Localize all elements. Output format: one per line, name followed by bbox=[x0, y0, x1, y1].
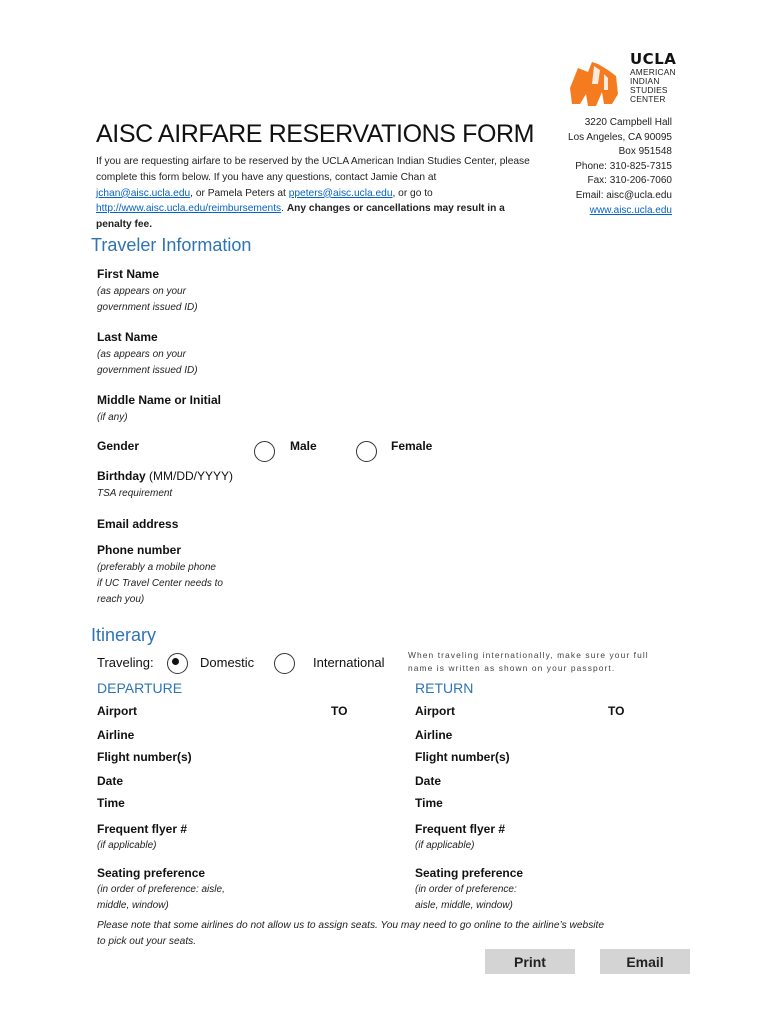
gender-label: Gender bbox=[97, 439, 140, 453]
email-button[interactable]: Email bbox=[600, 949, 690, 974]
itinerary-heading: Itinerary bbox=[91, 625, 157, 645]
international-radio[interactable] bbox=[274, 653, 295, 674]
phone-field[interactable] bbox=[250, 540, 674, 582]
departure-ff-label: Frequent flyer # bbox=[97, 822, 188, 836]
phone-label: Phone number bbox=[97, 543, 182, 557]
birthday-field[interactable] bbox=[250, 466, 674, 502]
departure-seat-note: (in order of preference: aisle, middle, window) bbox=[97, 884, 225, 911]
return-heading: RETURN bbox=[415, 680, 474, 696]
last-name-label: Last Name bbox=[97, 330, 158, 344]
seat-footer-note: Please note that some airlines do not allow us to assign seats. You may need to go online to the airline’s website to pick out your seats. bbox=[97, 920, 605, 947]
print-button[interactable]: Print bbox=[485, 949, 575, 974]
aisc-logo bbox=[564, 50, 676, 112]
last-name-note: (as appears on your government issued ID) bbox=[97, 349, 198, 376]
form-title: AISC AIRFARE RESERVATIONS FORM bbox=[96, 120, 535, 148]
email-label: Email address bbox=[97, 517, 179, 531]
international-note: When traveling internationally, make sure your full name is written as shown on your passport. bbox=[408, 650, 649, 673]
departure-to-label: TO bbox=[331, 704, 348, 718]
first-name-label: First Name bbox=[97, 267, 160, 281]
departure-flight-label: Flight number(s) bbox=[97, 750, 192, 764]
return-ff-note: (if applicable) bbox=[415, 840, 475, 851]
logo-mark-icon bbox=[564, 54, 624, 112]
gender-male-label: Male bbox=[290, 439, 317, 453]
departure-airport-label: Airport bbox=[97, 704, 137, 718]
middle-name-note: (if any) bbox=[97, 412, 128, 423]
domestic-radio[interactable] bbox=[167, 653, 188, 674]
intro-paragraph: If you are requesting airfare to be reserved by the UCLA American Indian Studies Center, please complete this form below. If you have any questions, contact Jamie Chan at jchan@aisc.ucla.edu, or Pamela Peters at ppeters@aisc.ucla.edu, or go to http://www.aisc.ucla.edu/reimbursements. Any changes or cancellations may result in a penalty fee. bbox=[96, 156, 530, 231]
departure-date-label: Date bbox=[97, 774, 124, 788]
departure-time-label: Time bbox=[97, 796, 125, 810]
return-date-label: Date bbox=[415, 774, 442, 788]
logo-subtitle: AMERICAN INDIAN STUDIES CENTER bbox=[630, 67, 676, 104]
first-name-note: (as appears on your government issued ID) bbox=[97, 286, 198, 313]
reimbursements-link[interactable]: http://www.aisc.ucla.edu/reimbursements bbox=[96, 203, 282, 215]
address-block bbox=[568, 116, 672, 218]
email-link-jchan[interactable]: jchan@aisc.ucla.edu bbox=[96, 187, 191, 199]
gender-female-radio[interactable] bbox=[356, 441, 377, 462]
return-seat-note: (in order of preference: aisle, middle, window) bbox=[415, 884, 517, 911]
traveler-info-heading: Traveler Information bbox=[91, 235, 252, 255]
address-line: Email: aisc@ucla.edu bbox=[575, 189, 672, 201]
traveling-label: Traveling: bbox=[97, 655, 154, 670]
middle-name-label: Middle Name or Initial bbox=[97, 393, 222, 407]
penalty-warning: Any changes or cancellations may result in a penalty fee. bbox=[96, 203, 505, 231]
birthday-label: Birthday (MM/DD/YYYY) bbox=[97, 469, 234, 483]
address-line: Phone: 310-825-7315 bbox=[575, 160, 672, 172]
website-link[interactable]: www.aisc.ucla.edu bbox=[589, 204, 672, 216]
departure-airline-label: Airline bbox=[97, 728, 135, 742]
address-line: Los Angeles, CA 90095 bbox=[568, 131, 672, 143]
domestic-label: Domestic bbox=[200, 655, 255, 670]
address-line: 3220 Campbell Hall bbox=[584, 117, 672, 128]
departure-heading: DEPARTURE bbox=[97, 680, 183, 696]
return-airline-label: Airline bbox=[415, 728, 453, 742]
return-to-label: TO bbox=[608, 704, 625, 718]
return-airport-label: Airport bbox=[415, 704, 455, 718]
email-link-ppeters[interactable]: ppeters@aisc.ucla.edu bbox=[288, 187, 393, 199]
return-time-label: Time bbox=[415, 796, 443, 810]
logo-brand: UCLA bbox=[630, 50, 677, 68]
gender-male-radio[interactable] bbox=[254, 441, 275, 462]
last-name-field[interactable] bbox=[250, 327, 674, 369]
departure-ff-note: (if applicable) bbox=[97, 840, 157, 851]
departure-seat-label: Seating preference bbox=[97, 866, 206, 880]
return-flight-label: Flight number(s) bbox=[415, 750, 510, 764]
email-field[interactable] bbox=[250, 514, 674, 536]
birthday-note: TSA requirement bbox=[97, 488, 173, 499]
middle-name-field[interactable] bbox=[250, 390, 674, 426]
return-seat-label: Seating preference bbox=[415, 866, 524, 880]
gender-female-label: Female bbox=[391, 439, 433, 453]
return-ff-label: Frequent flyer # bbox=[415, 822, 506, 836]
international-label: International bbox=[313, 655, 385, 670]
address-line: Fax: 310-206-7060 bbox=[587, 175, 672, 187]
address-line: Box 951548 bbox=[618, 146, 672, 158]
first-name-field[interactable] bbox=[250, 264, 674, 306]
phone-note: (preferably a mobile phone if UC Travel Center needs to reach you) bbox=[97, 562, 223, 605]
